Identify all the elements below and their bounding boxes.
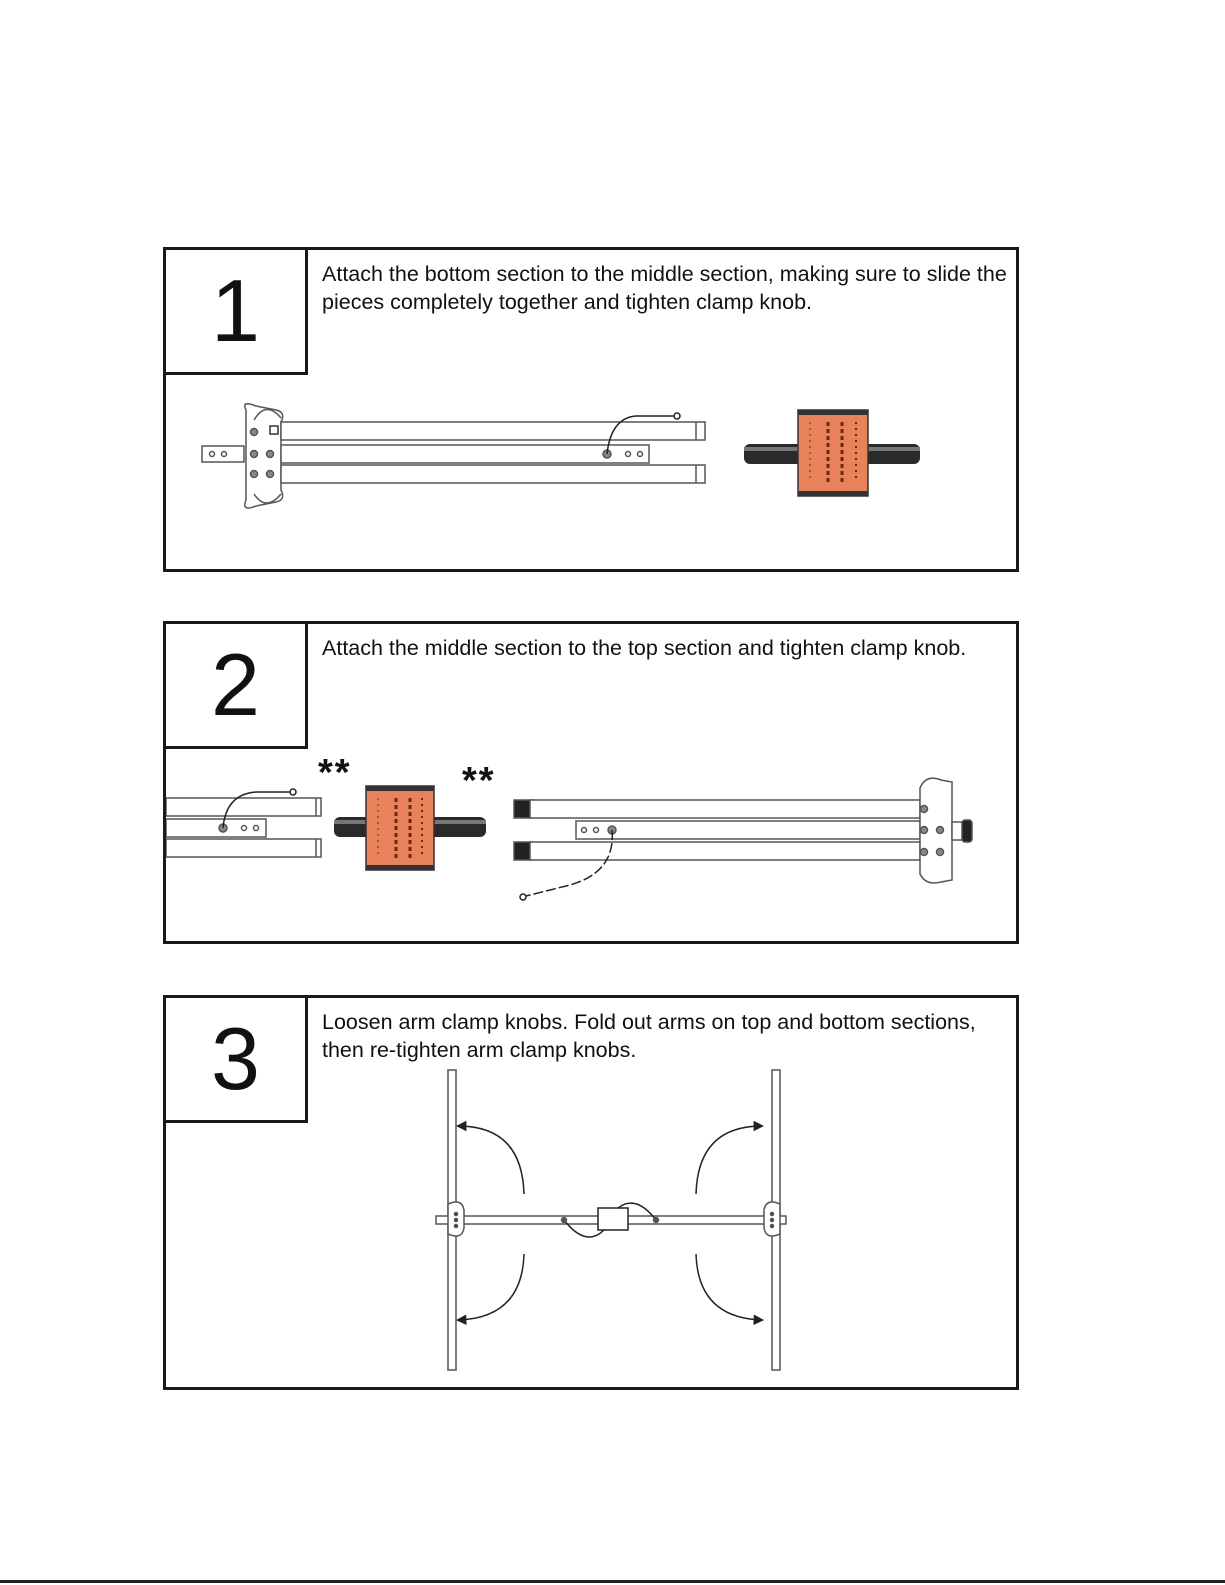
top-section-figure (514, 778, 972, 900)
step-instruction: Attach the middle section to the top section and tighten clamp knob. (322, 636, 967, 660)
step-2-panel (163, 621, 1019, 944)
step-instruction: Attach the bottom section to the middle section, making sure to slide the pieces completely together and tighten clamp knob. (322, 262, 1007, 314)
middle-section-figure (166, 789, 321, 857)
page-bottom-rule (0, 1580, 1225, 1583)
clamp-coupler-figure (744, 410, 920, 496)
step-2-illustration (166, 624, 1016, 941)
step-number: 1 (163, 247, 308, 375)
step-1-panel (163, 247, 1019, 572)
step-3-illustration (166, 998, 1016, 1387)
step-3-panel (163, 995, 1019, 1390)
step-1-illustration (166, 250, 1016, 569)
clamp-coupler-figure (334, 786, 486, 870)
asterisk-marker-left: ** (318, 752, 352, 794)
step-number: 2 (163, 621, 308, 749)
step-number: 3 (163, 995, 308, 1123)
bottom-section-figure (202, 404, 705, 508)
folded-antenna-figure (436, 1070, 786, 1370)
step-instruction: Loosen arm clamp knobs. Fold out arms on top and bottom sections, then re-tighten arm clamp knobs. (322, 1010, 976, 1062)
asterisk-marker-right: ** (462, 760, 496, 802)
